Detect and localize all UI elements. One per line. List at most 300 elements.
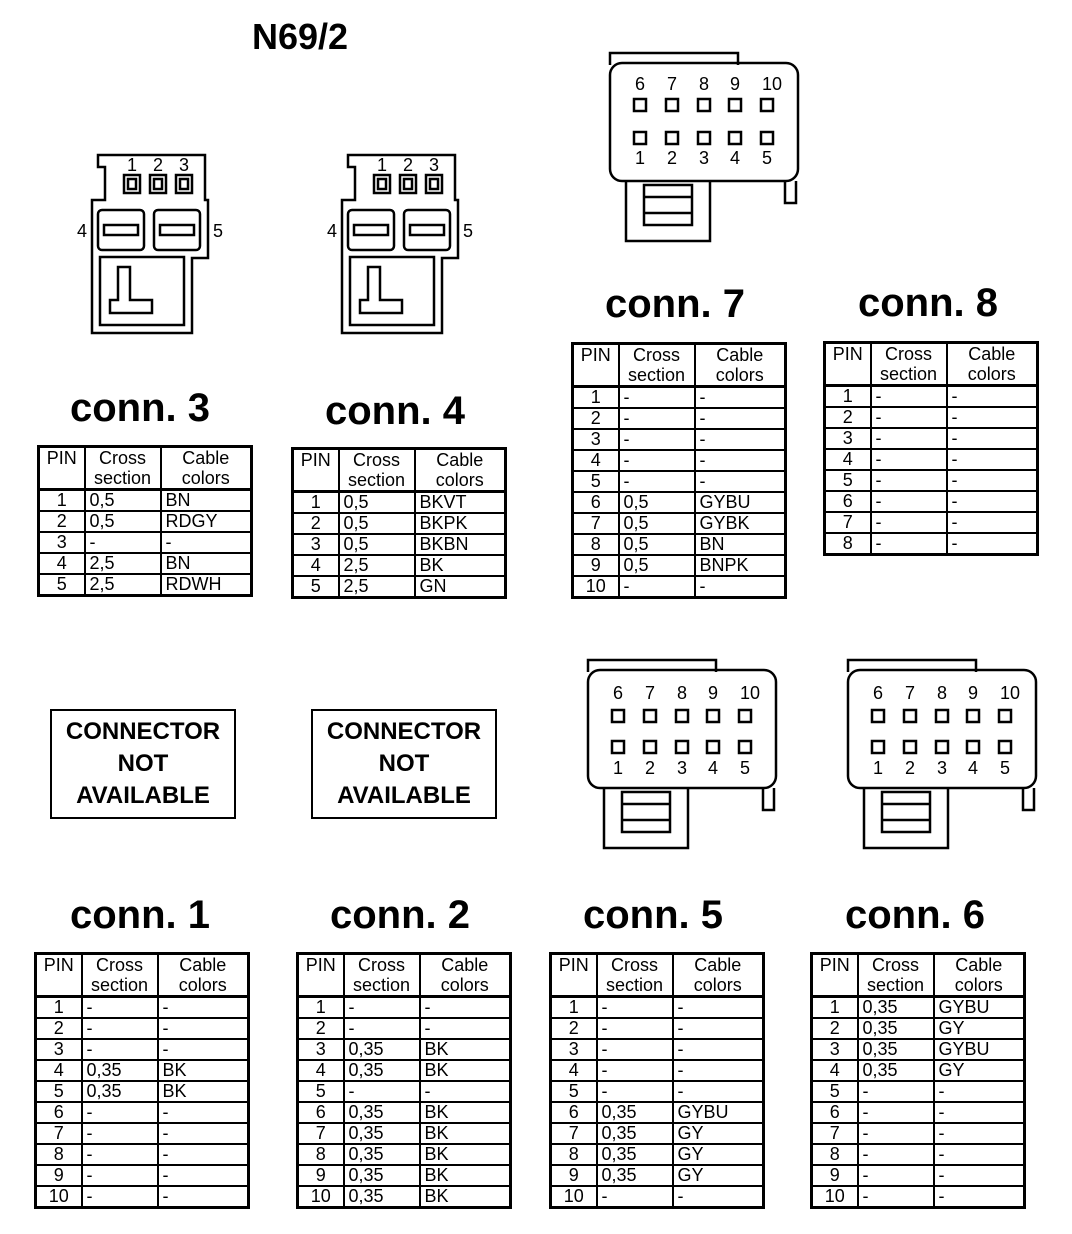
cable-color: - — [934, 1123, 1025, 1144]
table-row — [293, 555, 506, 576]
table-row — [812, 1081, 1025, 1102]
table-row — [573, 555, 786, 576]
pin-header: PIN — [825, 343, 871, 386]
cable-color: GYBK — [695, 513, 786, 534]
table-row — [573, 513, 786, 534]
pin-label-6: 6 — [634, 74, 646, 94]
pin-number: 10 — [298, 1186, 344, 1208]
pin-number: 9 — [573, 555, 619, 576]
pin-number: 7 — [573, 513, 619, 534]
table-row — [812, 1039, 1025, 1060]
cross-section-header: Cross section — [619, 344, 695, 387]
pin-number: 1 — [293, 492, 339, 514]
cross-section: - — [858, 1165, 934, 1186]
conn1-pin-table — [34, 952, 250, 1209]
cable-color: GY — [673, 1165, 764, 1186]
pin-header: PIN — [812, 954, 858, 997]
pin-number: 5 — [573, 471, 619, 492]
cable-color: - — [947, 386, 1038, 408]
connector-3-drawing — [70, 145, 230, 340]
table-row — [573, 492, 786, 513]
na-line-2: NOT — [117, 750, 169, 777]
pin-number: 8 — [551, 1144, 597, 1165]
cable-color: - — [158, 997, 249, 1019]
pin-number: 3 — [36, 1039, 82, 1060]
conn5-title: conn. 5 — [582, 893, 724, 937]
pin-label-6: 6 — [612, 683, 624, 703]
pin-label-3: 3 — [676, 758, 688, 778]
cable-color: - — [934, 1102, 1025, 1123]
pin-label-3: 3 — [936, 758, 948, 778]
pin-number: 2 — [293, 513, 339, 534]
pin-number: 6 — [298, 1102, 344, 1123]
pin-number: 1 — [298, 997, 344, 1019]
cross-section: - — [82, 1165, 158, 1186]
cross-section: - — [344, 1081, 420, 1102]
table-row — [36, 1123, 249, 1144]
table-row — [551, 1060, 764, 1081]
cross-section: - — [871, 470, 947, 491]
pin-number: 9 — [36, 1165, 82, 1186]
cable-color: - — [158, 1102, 249, 1123]
pin-number: 9 — [298, 1165, 344, 1186]
table-row — [298, 1081, 511, 1102]
pin-number: 3 — [551, 1039, 597, 1060]
table-row — [812, 1186, 1025, 1208]
table-row — [551, 1018, 764, 1039]
cable-color: BK — [420, 1039, 511, 1060]
cross-section: - — [871, 533, 947, 555]
table-row — [825, 428, 1038, 449]
pin-number: 8 — [812, 1144, 858, 1165]
pin-number: 4 — [551, 1060, 597, 1081]
pin-number: 3 — [39, 532, 85, 553]
cable-color: BK — [158, 1081, 249, 1102]
pin-label-4: 4 — [729, 148, 741, 168]
pin-label-7: 7 — [666, 74, 678, 94]
cable-color: - — [947, 428, 1038, 449]
cable-colors-header: Cable colors — [161, 447, 252, 490]
table-row — [573, 408, 786, 429]
cross-section: 0,5 — [619, 534, 695, 555]
cable-color: - — [695, 450, 786, 471]
cable-color: - — [947, 407, 1038, 428]
pin-label-3: 3 — [178, 155, 190, 175]
table-row — [36, 1144, 249, 1165]
pin-number: 2 — [812, 1018, 858, 1039]
cross-section: 0,5 — [85, 490, 161, 512]
table-row — [573, 534, 786, 555]
cable-color: - — [420, 997, 511, 1019]
pin-number: 6 — [825, 491, 871, 512]
cable-color: BK — [158, 1060, 249, 1081]
pin-number: 5 — [39, 574, 85, 596]
na-line-2: NOT — [378, 750, 430, 777]
table-row — [551, 1102, 764, 1123]
cross-section: 0,35 — [597, 1144, 673, 1165]
pin-header: PIN — [551, 954, 597, 997]
pin-number: 4 — [573, 450, 619, 471]
table-row — [825, 512, 1038, 533]
cable-color: - — [947, 491, 1038, 512]
cable-color: RDGY — [161, 511, 252, 532]
cable-color: - — [673, 1081, 764, 1102]
table-row — [551, 1081, 764, 1102]
table-row — [573, 387, 786, 409]
pin-number: 2 — [573, 408, 619, 429]
pin-number: 3 — [298, 1039, 344, 1060]
cross-section: 0,35 — [597, 1102, 673, 1123]
table-row — [39, 574, 252, 596]
table-row — [812, 997, 1025, 1019]
pin-label-2: 2 — [904, 758, 916, 778]
cable-color: - — [947, 512, 1038, 533]
cable-color: BK — [420, 1123, 511, 1144]
pin-number: 4 — [293, 555, 339, 576]
table-row — [812, 1102, 1025, 1123]
pin-number: 9 — [812, 1165, 858, 1186]
pin-header: PIN — [298, 954, 344, 997]
cable-color: BKVT — [415, 492, 506, 514]
cable-color: - — [947, 449, 1038, 470]
cable-color: BK — [420, 1144, 511, 1165]
cross-section: 0,5 — [619, 555, 695, 576]
table-row — [573, 471, 786, 492]
pin-label-2: 2 — [666, 148, 678, 168]
conn8-pin-table — [823, 341, 1039, 556]
cross-section: - — [597, 1186, 673, 1208]
conn4-pin-table — [291, 447, 507, 599]
cable-color: - — [158, 1018, 249, 1039]
pin-label-9: 9 — [729, 74, 741, 94]
cross-section: 0,35 — [344, 1186, 420, 1208]
cross-section: - — [619, 450, 695, 471]
pin-header: PIN — [573, 344, 619, 387]
cable-color: - — [158, 1186, 249, 1208]
cross-section: 0,5 — [339, 534, 415, 555]
cross-section-header: Cross section — [82, 954, 158, 997]
table-row — [812, 1144, 1025, 1165]
cross-section: - — [871, 386, 947, 408]
pin-label-8: 8 — [676, 683, 688, 703]
pin-number: 10 — [812, 1186, 858, 1208]
table-row — [825, 449, 1038, 470]
table-row — [825, 407, 1038, 428]
cross-section: 2,5 — [339, 576, 415, 598]
pin-number: 5 — [551, 1081, 597, 1102]
cross-section: 0,5 — [339, 513, 415, 534]
cable-color: GY — [673, 1144, 764, 1165]
pin-label-1: 1 — [634, 148, 646, 168]
cross-section: - — [619, 408, 695, 429]
cross-section: - — [82, 997, 158, 1019]
cross-section: - — [858, 1186, 934, 1208]
cross-section-header: Cross section — [597, 954, 673, 997]
cross-section: 0,35 — [344, 1165, 420, 1186]
cross-section: - — [82, 1018, 158, 1039]
cross-section: 0,35 — [344, 1060, 420, 1081]
cable-color: BK — [420, 1060, 511, 1081]
cable-color: BN — [161, 490, 252, 512]
table-row — [573, 450, 786, 471]
cross-section-header: Cross section — [858, 954, 934, 997]
conn6-title: conn. 6 — [844, 893, 986, 937]
connector-7-drawing — [600, 45, 810, 245]
pin-label-3: 3 — [428, 155, 440, 175]
cross-section: 0,35 — [344, 1123, 420, 1144]
cross-section: - — [344, 997, 420, 1019]
pin-label-4: 4 — [967, 758, 979, 778]
table-row — [293, 576, 506, 598]
pin-label-3: 3 — [698, 148, 710, 168]
pin-label-1: 1 — [376, 155, 388, 175]
cable-color: BKBN — [415, 534, 506, 555]
cable-color: - — [695, 408, 786, 429]
na-line-3: AVAILABLE — [337, 782, 471, 809]
cross-section: - — [871, 491, 947, 512]
table-row — [39, 553, 252, 574]
pin-number: 8 — [298, 1144, 344, 1165]
table-row — [39, 490, 252, 512]
table-row — [36, 997, 249, 1019]
cross-section: 0,35 — [344, 1144, 420, 1165]
cable-color: GY — [934, 1060, 1025, 1081]
cross-section: 0,35 — [858, 997, 934, 1019]
table-row — [573, 576, 786, 598]
table-row — [551, 1039, 764, 1060]
pin-number: 1 — [36, 997, 82, 1019]
pin-number: 5 — [36, 1081, 82, 1102]
connector-not-available-box — [311, 709, 497, 819]
pin-number: 2 — [39, 511, 85, 532]
pin-label-4: 4 — [707, 758, 719, 778]
cross-section-header: Cross section — [344, 954, 420, 997]
cross-section-header: Cross section — [85, 447, 161, 490]
table-row — [36, 1165, 249, 1186]
cable-color: - — [158, 1039, 249, 1060]
table-row — [551, 1165, 764, 1186]
pin-label-10: 10 — [761, 74, 783, 94]
cable-colors-header: Cable colors — [673, 954, 764, 997]
pin-label-4: 4 — [76, 221, 88, 241]
table-row — [36, 1018, 249, 1039]
cable-color: BN — [695, 534, 786, 555]
conn8-title: conn. 8 — [857, 281, 999, 325]
cross-section: - — [344, 1018, 420, 1039]
pin-number: 1 — [551, 997, 597, 1019]
conn7-title: conn. 7 — [604, 282, 746, 326]
conn5-pin-table — [549, 952, 765, 1209]
cable-color: - — [673, 997, 764, 1019]
pin-number: 10 — [36, 1186, 82, 1208]
pin-number: 4 — [39, 553, 85, 574]
table-row — [39, 532, 252, 553]
table-row — [298, 997, 511, 1019]
cable-colors-header: Cable colors — [947, 343, 1038, 386]
pin-number: 2 — [825, 407, 871, 428]
cable-color: BK — [420, 1165, 511, 1186]
cross-section: - — [858, 1081, 934, 1102]
pin-number: 4 — [812, 1060, 858, 1081]
pin-number: 2 — [551, 1018, 597, 1039]
cross-section: 0,35 — [858, 1039, 934, 1060]
cross-section: - — [597, 1060, 673, 1081]
table-row — [298, 1018, 511, 1039]
pin-number: 7 — [36, 1123, 82, 1144]
cross-section: - — [871, 407, 947, 428]
cross-section: - — [85, 532, 161, 553]
table-row — [298, 1186, 511, 1208]
table-row — [36, 1081, 249, 1102]
pin-header: PIN — [36, 954, 82, 997]
cable-color: - — [158, 1165, 249, 1186]
connector-4-drawing — [320, 145, 480, 340]
cross-section: 2,5 — [339, 555, 415, 576]
table-row — [825, 533, 1038, 555]
table-row — [551, 1123, 764, 1144]
cable-color: - — [695, 576, 786, 598]
cable-color: - — [673, 1186, 764, 1208]
na-line-3: AVAILABLE — [76, 782, 210, 809]
cross-section: - — [858, 1123, 934, 1144]
table-row — [825, 491, 1038, 512]
cable-color: - — [934, 1165, 1025, 1186]
pin-number: 10 — [551, 1186, 597, 1208]
table-row — [812, 1060, 1025, 1081]
table-row — [298, 1060, 511, 1081]
cable-color: - — [420, 1081, 511, 1102]
table-row — [298, 1144, 511, 1165]
cross-section: 0,35 — [858, 1060, 934, 1081]
cross-section: - — [619, 387, 695, 409]
pin-label-5: 5 — [462, 221, 474, 241]
cross-section: 0,5 — [619, 492, 695, 513]
pin-number: 7 — [812, 1123, 858, 1144]
cable-color: - — [673, 1039, 764, 1060]
cross-section: - — [871, 428, 947, 449]
pin-number: 8 — [825, 533, 871, 555]
cross-section: - — [82, 1186, 158, 1208]
cross-section: 0,5 — [339, 492, 415, 514]
cable-colors-header: Cable colors — [695, 344, 786, 387]
pin-number: 4 — [36, 1060, 82, 1081]
pin-number: 7 — [551, 1123, 597, 1144]
pin-label-8: 8 — [936, 683, 948, 703]
table-row — [551, 1144, 764, 1165]
cross-section-header: Cross section — [871, 343, 947, 386]
conn7-pin-table — [571, 342, 787, 599]
pin-number: 3 — [812, 1039, 858, 1060]
pin-label-5: 5 — [761, 148, 773, 168]
cross-section: - — [597, 1081, 673, 1102]
pin-number: 9 — [551, 1165, 597, 1186]
pin-number: 4 — [298, 1060, 344, 1081]
cross-section: 0,35 — [344, 1102, 420, 1123]
conn1-title: conn. 1 — [69, 893, 211, 937]
cross-section: - — [82, 1039, 158, 1060]
cable-color: - — [673, 1018, 764, 1039]
cable-color: BK — [420, 1102, 511, 1123]
pin-label-5: 5 — [212, 221, 224, 241]
cable-color: GYBU — [673, 1102, 764, 1123]
cable-color: - — [934, 1186, 1025, 1208]
table-row — [812, 1165, 1025, 1186]
pin-label-7: 7 — [644, 683, 656, 703]
table-row — [36, 1102, 249, 1123]
pin-label-9: 9 — [967, 683, 979, 703]
cable-color: GY — [934, 1018, 1025, 1039]
pin-number: 7 — [298, 1123, 344, 1144]
pin-label-1: 1 — [612, 758, 624, 778]
pin-label-2: 2 — [152, 155, 164, 175]
pin-number: 5 — [812, 1081, 858, 1102]
cross-section: - — [871, 449, 947, 470]
cross-section: 0,5 — [85, 511, 161, 532]
cable-color: - — [161, 532, 252, 553]
pin-number: 1 — [573, 387, 619, 409]
cross-section: - — [82, 1144, 158, 1165]
cable-colors-header: Cable colors — [158, 954, 249, 997]
table-row — [39, 511, 252, 532]
pin-label-2: 2 — [644, 758, 656, 778]
pin-label-7: 7 — [904, 683, 916, 703]
pin-label-1: 1 — [872, 758, 884, 778]
table-row — [812, 1018, 1025, 1039]
pin-number: 5 — [825, 470, 871, 491]
cable-color: - — [695, 471, 786, 492]
pin-number: 8 — [36, 1144, 82, 1165]
pin-header: PIN — [39, 447, 85, 490]
pin-number: 5 — [298, 1081, 344, 1102]
cross-section: 0,35 — [597, 1165, 673, 1186]
pin-number: 2 — [36, 1018, 82, 1039]
table-row — [298, 1102, 511, 1123]
table-row — [298, 1165, 511, 1186]
cross-section: 0,5 — [619, 513, 695, 534]
pin-number: 1 — [825, 386, 871, 408]
cross-section: 0,35 — [858, 1018, 934, 1039]
cable-color: GYBU — [934, 1039, 1025, 1060]
cable-color: - — [673, 1060, 764, 1081]
table-row — [36, 1039, 249, 1060]
cross-section: 0,35 — [82, 1060, 158, 1081]
pin-number: 6 — [812, 1102, 858, 1123]
pin-number: 6 — [551, 1102, 597, 1123]
pin-number: 6 — [36, 1102, 82, 1123]
cross-section-header: Cross section — [339, 449, 415, 492]
cross-section: - — [858, 1102, 934, 1123]
cable-color: BK — [415, 555, 506, 576]
cable-color: - — [158, 1144, 249, 1165]
pin-label-6: 6 — [872, 683, 884, 703]
cable-color: GYBU — [695, 492, 786, 513]
pin-label-4: 4 — [326, 221, 338, 241]
table-row — [551, 1186, 764, 1208]
pin-number: 5 — [293, 576, 339, 598]
conn6-pin-table — [810, 952, 1026, 1209]
cross-section: - — [597, 997, 673, 1019]
cable-color: - — [934, 1144, 1025, 1165]
conn3-title: conn. 3 — [69, 386, 211, 430]
connector-6-drawing — [838, 652, 1048, 852]
connector-5-drawing — [578, 652, 788, 852]
cross-section: 0,35 — [597, 1123, 673, 1144]
cross-section: 2,5 — [85, 553, 161, 574]
cable-color: - — [695, 429, 786, 450]
pin-label-10: 10 — [739, 683, 761, 703]
pin-number: 8 — [573, 534, 619, 555]
cross-section: 2,5 — [85, 574, 161, 596]
